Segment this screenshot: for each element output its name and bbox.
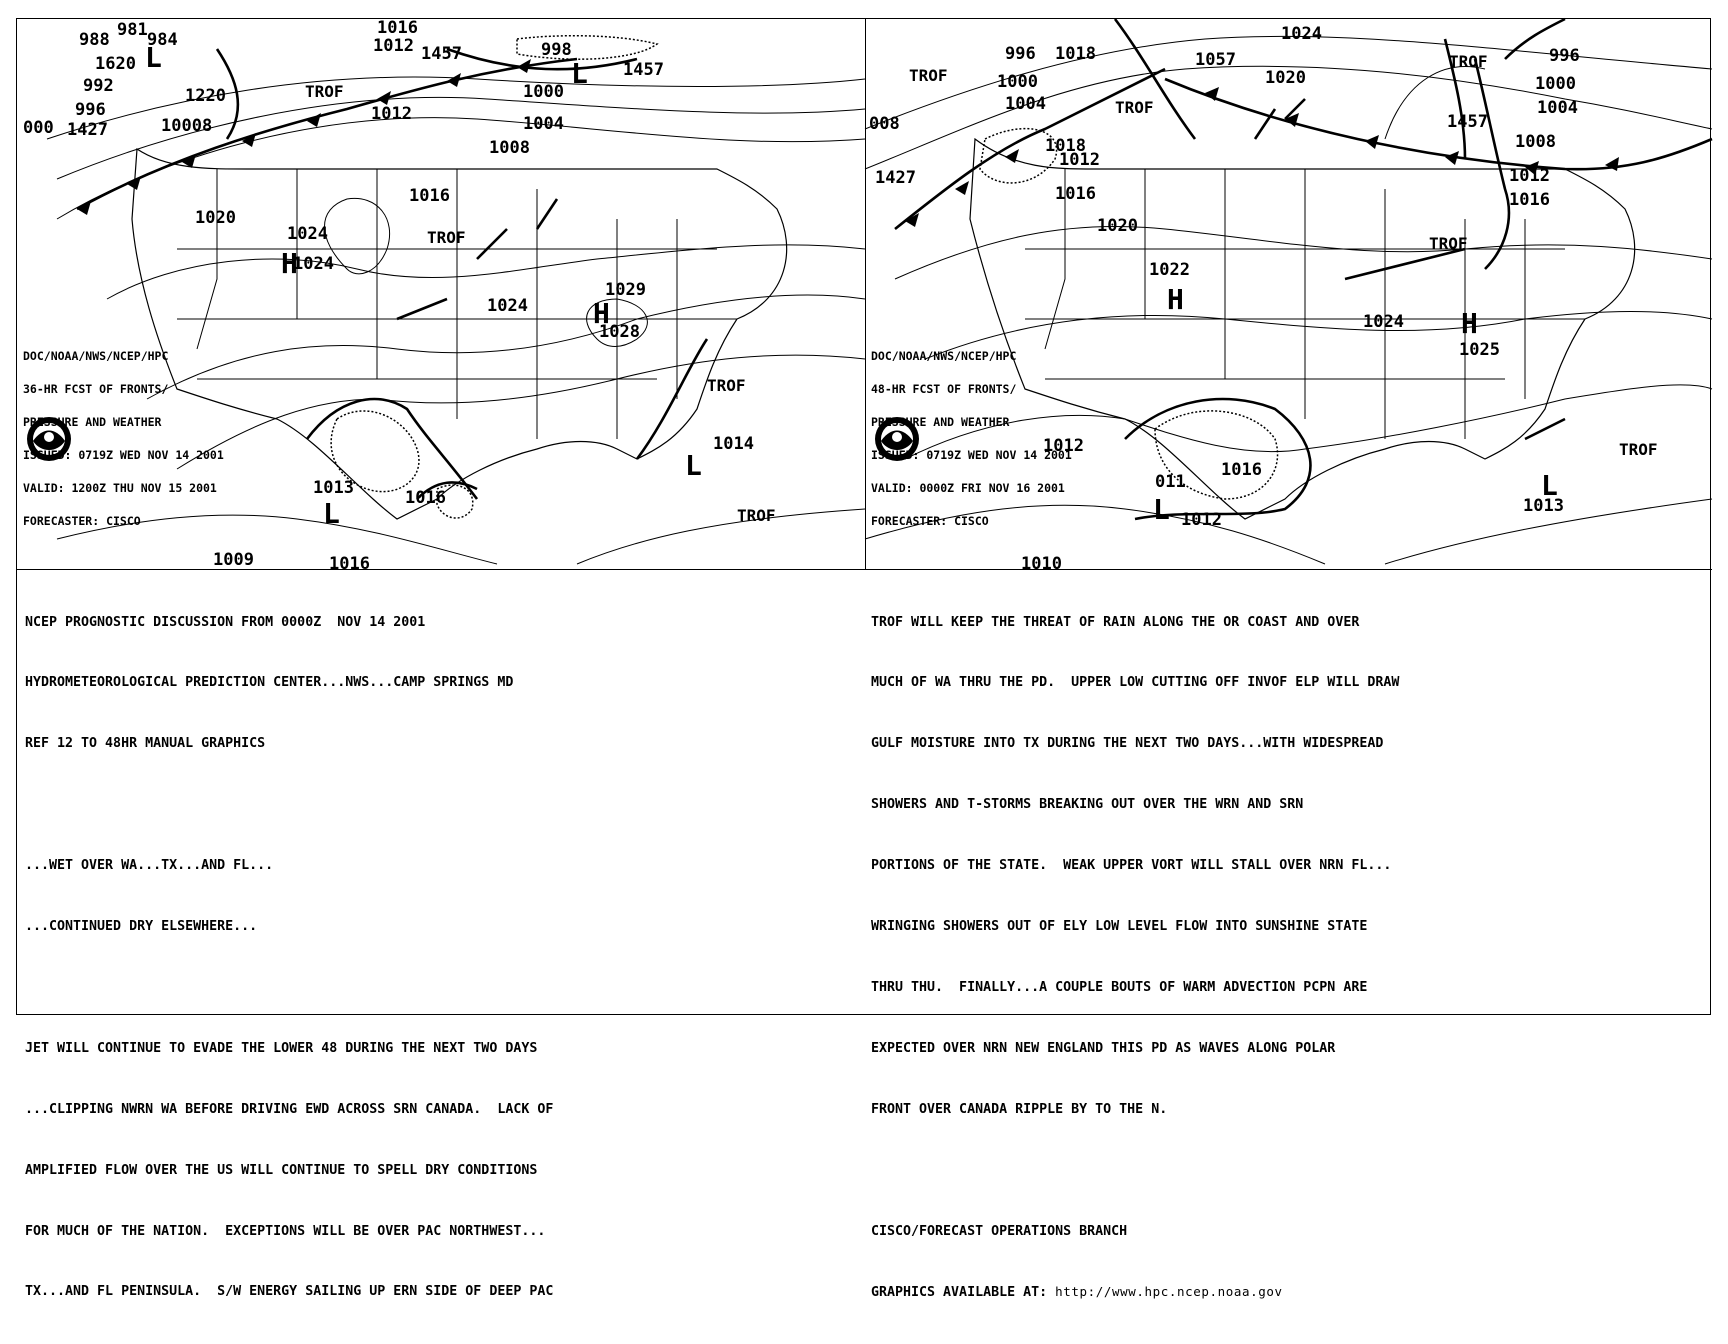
isobar-label: 1018 xyxy=(1045,136,1086,156)
discussion-line: JET WILL CONTINUE TO EVADE THE LOWER 48 DURING THE NEXT TWO DAYS xyxy=(25,1040,538,1056)
caption-line: VALID: 1200Z THU NOV 15 2001 xyxy=(23,481,217,495)
isobar-label: 1024 xyxy=(487,296,528,316)
isobar-label: 1018 xyxy=(1055,44,1096,64)
trof-label: TROF xyxy=(427,228,466,247)
caption-line: FORECASTER: CISCO xyxy=(871,514,989,528)
isobar-label: 981 xyxy=(117,20,148,40)
discussion-left xyxy=(25,572,553,1343)
isobar-label: 996 xyxy=(75,100,106,120)
isobar-label: 1457 xyxy=(623,60,664,80)
isobar-label: 1016 xyxy=(1221,460,1262,480)
isobar-label: 10008 xyxy=(161,116,213,136)
map-caption-48hr xyxy=(871,329,1072,549)
isobar-label: 1014 xyxy=(713,434,754,454)
isobar-label: 996 xyxy=(1549,46,1580,66)
isobar-label: 1024 xyxy=(1363,312,1404,332)
isobar-label: 1457 xyxy=(421,44,462,64)
isobar-label: 1004 xyxy=(1005,94,1046,114)
isobar-label: 1020 xyxy=(1265,68,1306,88)
caption-line: ISSUED: 0719Z WED NOV 14 2001 xyxy=(23,448,224,462)
discussion-line: REF 12 TO 48HR MANUAL GRAPHICS xyxy=(25,736,266,752)
trof-label: TROF xyxy=(707,376,746,395)
discussion-line: ...WET OVER WA...TX...AND FL... xyxy=(25,858,274,874)
high-pressure-center: H xyxy=(593,297,610,330)
blank-line xyxy=(871,1161,1399,1181)
discussion-line: PORTIONS OF THE STATE. WEAK UPPER VORT WILL STALL OVER NRN FL... xyxy=(871,858,1392,874)
discussion-line: ...CLIPPING NWRN WA BEFORE DRIVING EWD ACROSS SRN CANADA. LACK OF xyxy=(25,1101,554,1117)
discussion-line: MUCH OF WA THRU THE PD. UPPER LOW CUTTING OFF INVOF ELP WILL DRAW xyxy=(871,675,1400,691)
caption-line: DOC/NOAA/NWS/NCEP/HPC xyxy=(871,349,1017,363)
discussion-line: HYDROMETEOROLOGICAL PREDICTION CENTER...NWS...CAMP SPRINGS MD xyxy=(25,675,514,691)
caption-line: PRESSURE AND WEATHER xyxy=(871,415,1010,429)
caption-line: 36-HR FCST OF FRONTS/ xyxy=(23,382,169,396)
isobar-label: 1000 xyxy=(523,82,564,102)
isobar-label: 1009 xyxy=(213,550,254,570)
discussion-line: NCEP PROGNOSTIC DISCUSSION FROM 0000Z NOV 14 2001 xyxy=(25,614,426,630)
isobar-label: 1025 xyxy=(1459,340,1500,360)
trof-labels-36hr xyxy=(305,82,776,525)
isobar-label: 1457 xyxy=(1447,112,1488,132)
isobar-label: 998 xyxy=(541,40,572,60)
isobar-label: 1016 xyxy=(409,186,450,206)
discussion-line: GULF MOISTURE INTO TX DURING THE NEXT TWO DAYS...WITH WIDESPREAD xyxy=(871,736,1384,752)
high-pressure-center: H xyxy=(1167,283,1184,316)
isobar-label: 1057 xyxy=(1195,50,1236,70)
discussion-line: SHOWERS AND T-STORMS BREAKING OUT OVER THE WRN AND SRN xyxy=(871,797,1304,813)
discussion-line: TX...AND FL PENINSULA. S/W ENERGY SAILING UP ERN SIDE OF DEEP PAC xyxy=(25,1284,554,1300)
isobar-label: 000 xyxy=(23,118,54,138)
isobar-label: 984 xyxy=(147,30,178,50)
isobar-label: 1220 xyxy=(185,86,226,106)
isobar-label: 988 xyxy=(79,30,110,50)
isobar-label: 1012 xyxy=(1181,510,1222,530)
graphics-url: http://www.hpc.ncep.noaa.gov xyxy=(1055,1284,1283,1300)
isobar-label: 1016 xyxy=(1055,184,1096,204)
isobar-label: 1022 xyxy=(1149,260,1190,280)
low-pressure-center: L xyxy=(323,497,340,530)
low-pressure-center: L xyxy=(1153,493,1170,526)
isobar-label: 1028 xyxy=(599,322,640,342)
blank-line xyxy=(25,978,553,998)
isobar-label: 1012 xyxy=(1059,150,1100,170)
isobar-label: 1427 xyxy=(67,120,108,140)
isobar-label: 1016 xyxy=(329,554,370,574)
low-pressure-center: L xyxy=(145,41,162,74)
caption-line: ISSUED: 0719Z WED NOV 14 2001 xyxy=(871,448,1072,462)
trof-label: TROF xyxy=(305,82,344,101)
graphics-label: GRAPHICS AVAILABLE AT: xyxy=(871,1285,1048,1301)
graphics-line xyxy=(871,1282,1399,1303)
caption-line: VALID: 0000Z FRI NOV 16 2001 xyxy=(871,481,1065,495)
isobar-label: 1016 xyxy=(377,18,418,38)
trof-label: TROF xyxy=(909,66,948,85)
isobar-label: 992 xyxy=(83,76,114,96)
low-pressure-center: L xyxy=(685,449,702,482)
isobar-label: 1024 xyxy=(287,224,328,244)
isobar-label: 1013 xyxy=(1523,496,1564,516)
isobar-label: 1020 xyxy=(1097,216,1138,236)
map-48hr xyxy=(865,19,1712,574)
isobar-label: 1008 xyxy=(489,138,530,158)
trof-label: TROF xyxy=(1115,98,1154,117)
low-pressure-center: L xyxy=(571,57,588,90)
isobar-label: 1004 xyxy=(1537,98,1578,118)
high-pressure-center: H xyxy=(1461,307,1478,340)
isobar-label: 1012 xyxy=(371,104,412,124)
discussion-line: THRU THU. FINALLY...A COUPLE BOUTS OF WARM ADVECTION PCPN ARE xyxy=(871,979,1368,995)
isobar-label: 1010 xyxy=(1021,554,1062,574)
discussion-line: EXPECTED OVER NRN NEW ENGLAND THIS PD AS WAVES ALONG POLAR xyxy=(871,1040,1336,1056)
discussion-line: CISCO/FORECAST OPERATIONS BRANCH xyxy=(871,1223,1128,1239)
caption-line: 48-HR FCST OF FRONTS/ xyxy=(871,382,1017,396)
isobar-label: 1024 xyxy=(293,254,334,274)
isobar-label: 1427 xyxy=(875,168,916,188)
discussion-line: AMPLIFIED FLOW OVER THE US WILL CONTINUE TO SPELL DRY CONDITIONS xyxy=(25,1162,538,1178)
isobar-label: 1008 xyxy=(1515,132,1556,152)
isobar-label: 1012 xyxy=(1043,436,1084,456)
isobar-label: 1620 xyxy=(95,54,136,74)
discussion-line: ...CONTINUED DRY ELSEWHERE... xyxy=(25,919,258,935)
trof-label: TROF xyxy=(737,506,776,525)
isobar-label: 1020 xyxy=(195,208,236,228)
trof-label: TROF xyxy=(1449,52,1488,71)
low-pressure-center: L xyxy=(1541,469,1558,502)
caption-line: PRESSURE AND WEATHER xyxy=(23,415,162,429)
discussion-right xyxy=(871,572,1399,1344)
blank-line xyxy=(25,795,553,815)
trof-label: TROF xyxy=(1619,440,1658,459)
discussion-line: WRINGING SHOWERS OUT OF ELY LOW LEVEL FLOW INTO SUNSHINE STATE xyxy=(871,919,1368,935)
discussion-line: FOR MUCH OF THE NATION. EXCEPTIONS WILL BE OVER PAC NORTHWEST... xyxy=(25,1223,546,1239)
isobar-label: 1012 xyxy=(373,36,414,56)
isobar-label: 008 xyxy=(869,114,900,134)
caption-line: FORECASTER: CISCO xyxy=(23,514,141,528)
bulletin-frame xyxy=(16,18,1711,1301)
discussion-line: TROF WILL KEEP THE THREAT OF RAIN ALONG THE OR COAST AND OVER xyxy=(871,614,1360,630)
isobar-label: 1013 xyxy=(313,478,354,498)
isobar-label: 996 xyxy=(1005,44,1036,64)
isobar-label: 1000 xyxy=(1535,74,1576,94)
isobar-label: 1000 xyxy=(997,72,1038,92)
isobar-label: 1004 xyxy=(523,114,564,134)
trof-label: TROF xyxy=(1429,234,1468,253)
map-caption-36hr xyxy=(23,329,224,549)
map-36hr xyxy=(17,18,866,574)
discussion-line: FRONT OVER CANADA RIPPLE BY TO THE N. xyxy=(871,1101,1168,1117)
isobar-label: 1016 xyxy=(1509,190,1550,210)
caption-line: DOC/NOAA/NWS/NCEP/HPC xyxy=(23,349,169,363)
isobar-label: 1029 xyxy=(605,280,646,300)
isobar-label: 1024 xyxy=(1281,24,1322,44)
high-pressure-center: H xyxy=(281,247,298,280)
isobar-label: 011 xyxy=(1155,472,1186,492)
isobar-label: 1016 xyxy=(405,488,446,508)
isobar-label: 1012 xyxy=(1509,166,1550,186)
